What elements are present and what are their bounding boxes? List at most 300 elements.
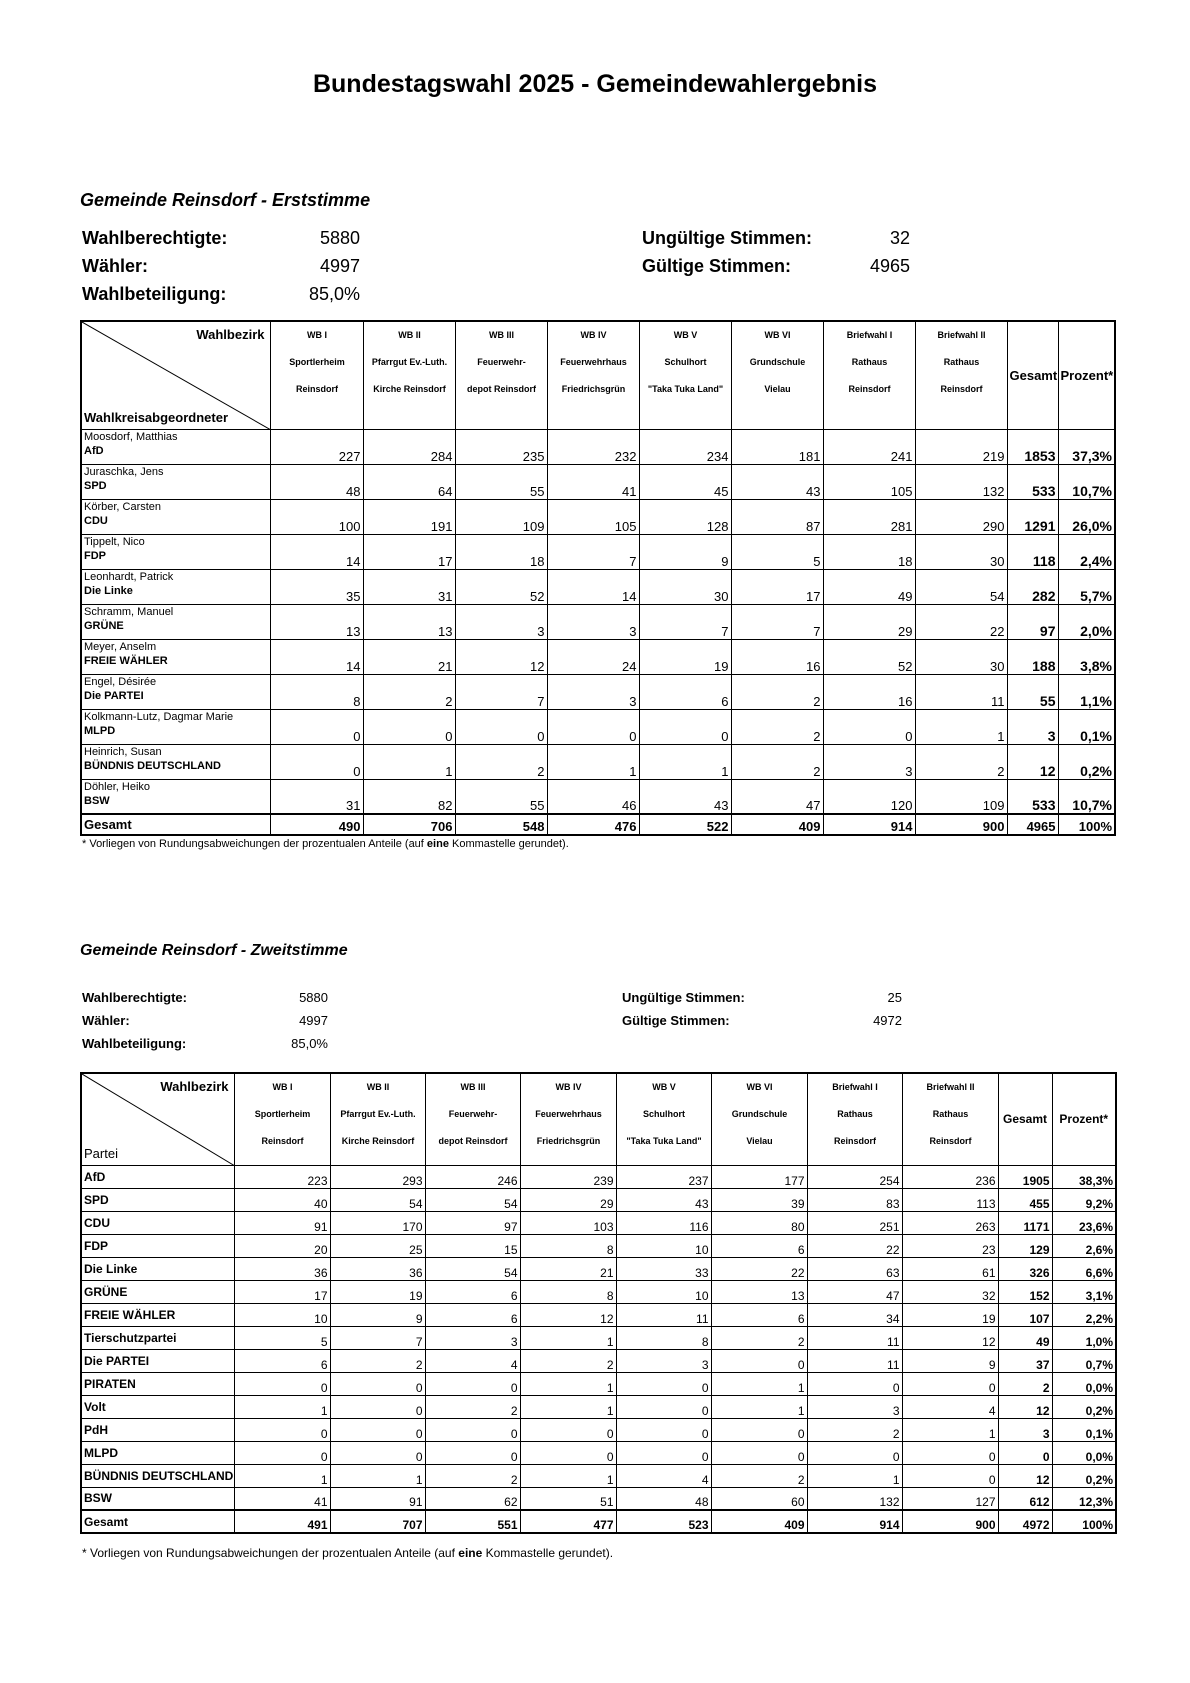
total-row [81,1510,1116,1533]
district-header-line: Feuerwehr- [477,357,526,367]
vote-count: 191 [363,499,455,534]
district-header-line: Grundschule [749,357,806,367]
candidate-cell [81,639,270,674]
district-header [639,321,731,429]
district-total: 548 [455,814,547,835]
vote-count: 80 [711,1211,807,1234]
district-header [731,321,823,429]
district-header [915,321,1007,429]
waehler-label: Wähler: [82,256,149,276]
district-header [823,321,915,429]
vote-count: 1 [520,1464,616,1487]
vote-count: 103 [520,1211,616,1234]
vote-count: 239 [520,1165,616,1188]
vote-count: 11 [807,1349,902,1372]
vote-count: 0 [234,1441,330,1464]
row-percent: 37,3% [1058,429,1115,464]
district-header-line: WB III [460,1082,486,1092]
district-total: 490 [270,814,363,835]
vote-count: 33 [616,1257,711,1280]
table-row [81,499,1115,534]
table-row [81,464,1115,499]
vote-count: 9 [330,1303,425,1326]
erststimme-footnote: * Vorliegen von Rundungsabweichungen der prozentualen Anteile (auf eine Kommastelle gerundet). [82,838,569,850]
table-row [81,604,1115,639]
row-percent: 0,0% [1052,1441,1116,1464]
vote-count: 48 [616,1487,711,1510]
district-header-line: Kirche Reinsdorf [341,1136,415,1146]
vote-count: 21 [363,639,455,674]
district-header-line: WB I [307,330,327,340]
vote-count: 177 [711,1165,807,1188]
vote-count: 0 [616,1372,711,1395]
zweitstimme-section [80,942,348,960]
district-header [234,1073,330,1165]
row-total: 612 [998,1487,1052,1510]
vote-count: 41 [234,1487,330,1510]
row-percent: 3,1% [1052,1280,1116,1303]
vote-count: 87 [731,499,823,534]
vote-count: 14 [270,534,363,569]
waehler-label: Wähler: [82,1013,130,1028]
vote-count: 0 [520,1441,616,1464]
district-header [363,321,455,429]
district-header [425,1073,520,1165]
wahlbeteiligung-value: 85,0% [308,284,360,304]
district-total: 900 [902,1510,998,1533]
total-label: Gesamt [81,814,270,835]
candidate-cell [81,744,270,779]
party-name: FREIE WÄHLER [81,1303,234,1326]
district-header-line: WB VI [764,330,791,340]
vote-count: 0 [547,709,639,744]
gueltige-stimmen-label: Gültige Stimmen: [622,1013,730,1028]
row-total: 533 [1007,779,1058,814]
erststimme-corner-cell [81,321,270,429]
vote-count: 10 [616,1280,711,1303]
vote-count: 1 [520,1326,616,1349]
party-name: PdH [81,1418,234,1441]
party-name: Die Linke [84,584,133,597]
row-percent: 23,6% [1052,1211,1116,1234]
vote-count: 43 [616,1188,711,1211]
zweitstimme-title: Gemeinde Reinsdorf - Zweitstimme [80,942,348,959]
vote-count: 5 [731,534,823,569]
vote-count: 3 [425,1326,520,1349]
vote-count: 109 [455,499,547,534]
table-row [81,1257,1116,1280]
vote-count: 2 [807,1418,902,1441]
vote-count: 29 [520,1188,616,1211]
table-row [81,1487,1116,1510]
district-header-line: WB VI [746,1082,773,1092]
district-header-line: Feuerwehr- [448,1109,498,1119]
total-header: Gesamt [1007,321,1058,429]
corner-wahlkreisabgeordneter: Wahlkreisabgeordneter [84,409,229,425]
vote-count: 30 [639,569,731,604]
vote-count: 1 [639,744,731,779]
table-row [81,1303,1116,1326]
page-title: Bundestagswahl 2025 - Gemeindewahlergebnis [312,70,878,98]
vote-count: 35 [270,569,363,604]
vote-count: 6 [425,1280,520,1303]
row-percent: 38,3% [1052,1165,1116,1188]
vote-count: 47 [807,1280,902,1303]
vote-count: 30 [915,639,1007,674]
row-percent: 1,0% [1052,1326,1116,1349]
table-row [81,1211,1116,1234]
district-header-line: Reinsdorf [295,384,338,394]
vote-count: 21 [520,1257,616,1280]
vote-count: 263 [902,1211,998,1234]
vote-count: 1 [547,744,639,779]
corner-wahlbezirk: Wahlbezirk [160,1079,229,1094]
row-percent: 10,7% [1058,464,1115,499]
district-total: 900 [915,814,1007,835]
vote-count: 97 [425,1211,520,1234]
vote-count: 3 [547,604,639,639]
district-header-line: Reinsdorf [261,1136,304,1146]
vote-count: 109 [915,779,1007,814]
vote-count: 170 [330,1211,425,1234]
vote-count: 232 [547,429,639,464]
vote-count: 0 [330,1395,425,1418]
district-header-line: Vielau [764,384,791,394]
erststimme-section [80,190,370,211]
district-header-line: Vielau [746,1136,773,1146]
row-percent: 9,2% [1052,1188,1116,1211]
vote-count: 120 [823,779,915,814]
row-total: 3 [1007,709,1058,744]
vote-count: 227 [270,429,363,464]
district-total: 914 [807,1510,902,1533]
district-header-line: Pfarrgut Ev.-Luth. [340,1109,416,1119]
vote-count: 54 [425,1257,520,1280]
candidate-name: Meyer, Anselm [84,640,157,653]
vote-count: 61 [902,1257,998,1280]
grand-percent: 100% [1058,814,1115,835]
district-header-line: Friedrichsgrün [561,384,626,394]
vote-count: 41 [547,464,639,499]
row-percent: 2,6% [1052,1234,1116,1257]
candidate-name: Kolkmann-Lutz, Dagmar Marie [84,710,234,723]
vote-count: 52 [823,639,915,674]
vote-count: 10 [234,1303,330,1326]
district-total: 409 [711,1510,807,1533]
vote-count: 14 [547,569,639,604]
vote-count: 25 [330,1234,425,1257]
vote-count: 2 [455,744,547,779]
vote-count: 0 [902,1464,998,1487]
row-percent: 3,8% [1058,639,1115,674]
party-name: FREIE WÄHLER [84,654,168,667]
vote-count: 0 [711,1441,807,1464]
row-total: 1171 [998,1211,1052,1234]
district-header [330,1073,425,1165]
row-percent: 2,0% [1058,604,1115,639]
vote-count: 235 [455,429,547,464]
vote-count: 12 [520,1303,616,1326]
vote-count: 30 [915,534,1007,569]
vote-count: 241 [823,429,915,464]
vote-count: 2 [915,744,1007,779]
row-total: 12 [998,1395,1052,1418]
vote-count: 15 [425,1234,520,1257]
party-name: GRÜNE [84,619,124,632]
table-row [81,1349,1116,1372]
erststimme-table [80,320,1116,836]
vote-count: 32 [902,1280,998,1303]
percent-header: Prozent* [1052,1073,1116,1165]
vote-count: 290 [915,499,1007,534]
candidate-name: Döhler, Heiko [84,780,151,793]
vote-count: 1 [330,1464,425,1487]
party-name: Die PARTEI [81,1349,234,1372]
vote-count: 51 [520,1487,616,1510]
row-total: 97 [1007,604,1058,639]
vote-count: 234 [639,429,731,464]
wahlberechtigte-value: 5880 [299,990,328,1005]
vote-count: 19 [330,1280,425,1303]
party-name: PIRATEN [81,1372,234,1395]
vote-count: 0 [234,1372,330,1395]
vote-count: 36 [330,1257,425,1280]
row-total: 129 [998,1234,1052,1257]
table-row [81,1418,1116,1441]
zweitstimme-header-row [81,1073,1116,1165]
vote-count: 55 [455,779,547,814]
table-row [81,1280,1116,1303]
vote-count: 9 [902,1349,998,1372]
vote-count: 0 [425,1418,520,1441]
vote-count: 132 [807,1487,902,1510]
vote-count: 2 [731,744,823,779]
vote-count: 0 [234,1418,330,1441]
ungueltige-stimmen-label: Ungültige Stimmen: [622,990,745,1005]
vote-count: 3 [616,1349,711,1372]
vote-count: 54 [330,1188,425,1211]
vote-count: 63 [807,1257,902,1280]
vote-count: 251 [807,1211,902,1234]
wahlbeteiligung-value: 85,0% [291,1036,328,1051]
ungueltige-stimmen-label: Ungültige Stimmen: [642,228,812,248]
table-row [81,779,1115,814]
vote-count: 4 [902,1395,998,1418]
vote-count: 17 [234,1280,330,1303]
district-header-line: WB I [272,1082,293,1092]
vote-count: 13 [711,1280,807,1303]
party-name: AfD [84,444,104,457]
candidate-cell [81,534,270,569]
table-row [81,1395,1116,1418]
vote-count: 132 [915,464,1007,499]
district-header-line: WB II [398,330,421,340]
erststimme-title: Gemeinde Reinsdorf - Erststimme [80,190,371,210]
district-header-line: Reinsdorf [848,384,891,394]
vote-count: 48 [270,464,363,499]
row-total: 1853 [1007,429,1058,464]
row-total: 282 [1007,569,1058,604]
gueltige-stimmen-label: Gültige Stimmen: [642,256,792,276]
party-name: AfD [81,1165,234,1188]
row-percent: 26,0% [1058,499,1115,534]
gueltige-stimmen-value: 4972 [873,1013,902,1028]
vote-count: 29 [823,604,915,639]
table-row [81,709,1115,744]
vote-count: 0 [330,1418,425,1441]
district-header-line: Pfarrgut Ev.-Luth. [371,357,448,367]
row-total: 49 [998,1326,1052,1349]
district-header-line: Briefwahl I [846,330,893,340]
vote-count: 0 [807,1441,902,1464]
row-percent: 5,7% [1058,569,1115,604]
row-total: 533 [1007,464,1058,499]
vote-count: 237 [616,1165,711,1188]
vote-count: 0 [902,1372,998,1395]
vote-count: 3 [547,674,639,709]
vote-count: 3 [823,744,915,779]
vote-count: 54 [915,569,1007,604]
vote-count: 8 [270,674,363,709]
district-total: 914 [823,814,915,835]
table-row [81,429,1115,464]
party-name: BSW [84,794,110,807]
district-total: 409 [731,814,823,835]
vote-count: 105 [823,464,915,499]
district-header-line: Schulhort [664,357,707,367]
vote-count: 22 [915,604,1007,639]
vote-count: 236 [902,1165,998,1188]
district-header-line: Reinsdorf [929,1136,972,1146]
vote-count: 7 [330,1326,425,1349]
vote-count: 20 [234,1234,330,1257]
district-total: 707 [330,1510,425,1533]
vote-count: 219 [915,429,1007,464]
vote-count: 0 [807,1372,902,1395]
candidate-name: Engel, Désirée [84,675,157,688]
vote-count: 2 [425,1464,520,1487]
district-header-line: Sportlerheim [289,357,345,367]
vote-count: 246 [425,1165,520,1188]
vote-count: 0 [363,709,455,744]
row-total: 1291 [1007,499,1058,534]
vote-count: 4 [425,1349,520,1372]
candidate-cell [81,709,270,744]
grand-total: 4965 [1007,814,1058,835]
vote-count: 0 [616,1395,711,1418]
table-row [81,1441,1116,1464]
district-header [455,321,547,429]
party-name: BÜNDNIS DEUTSCHLAND [81,1464,234,1487]
district-header-line: WB III [489,330,514,340]
table-row [81,744,1115,779]
district-header-line: Reinsdorf [940,384,983,394]
vote-count: 83 [807,1188,902,1211]
candidate-cell [81,779,270,814]
grand-percent: 100% [1052,1510,1116,1533]
row-percent: 0,2% [1052,1464,1116,1487]
corner-partei: Partei [84,1145,118,1161]
vote-count: 5 [234,1326,330,1349]
vote-count: 49 [823,569,915,604]
vote-count: 0 [639,709,731,744]
table-row [81,1464,1116,1487]
district-header-line: WB IV [580,330,607,340]
vote-count: 2 [425,1395,520,1418]
district-header-line: Feuerwehrhaus [560,357,627,367]
wahlberechtigte-label: Wahlberechtigte: [82,990,187,1005]
wahlbeteiligung-label: Wahlbeteiligung: [82,284,227,304]
district-header-line: WB V [673,330,698,340]
row-total: 12 [1007,744,1058,779]
table-row [81,674,1115,709]
vote-count: 55 [455,464,547,499]
vote-count: 43 [639,779,731,814]
party-name: FDP [81,1234,234,1257]
district-total: 476 [547,814,639,835]
district-header [902,1073,998,1165]
vote-count: 6 [639,674,731,709]
district-header [711,1073,807,1165]
district-header-line: Briefwahl II [926,1082,975,1092]
table-row [81,534,1115,569]
zweitstimme-table [80,1072,1117,1534]
district-header-line: "Taka Tuka Land" [626,1136,702,1146]
row-percent: 2,2% [1052,1303,1116,1326]
table-row [81,1372,1116,1395]
zweitstimme-corner-cell [81,1073,234,1165]
vote-count: 1 [915,709,1007,744]
vote-count: 7 [731,604,823,639]
row-percent: 6,6% [1052,1257,1116,1280]
vote-count: 0 [711,1418,807,1441]
vote-count: 105 [547,499,639,534]
vote-count: 0 [902,1441,998,1464]
vote-count: 60 [711,1487,807,1510]
vote-count: 13 [363,604,455,639]
vote-count: 36 [234,1257,330,1280]
vote-count: 7 [639,604,731,639]
row-total: 118 [1007,534,1058,569]
district-header-line: Rathaus [932,1109,969,1119]
vote-count: 2 [363,674,455,709]
wahlbeteiligung-label: Wahlbeteiligung: [82,1036,187,1051]
vote-count: 100 [270,499,363,534]
vote-count: 0 [270,744,363,779]
vote-count: 52 [455,569,547,604]
row-percent: 10,7% [1058,779,1115,814]
vote-count: 82 [363,779,455,814]
vote-count: 281 [823,499,915,534]
waehler-value: 4997 [299,1013,328,1028]
row-total: 188 [1007,639,1058,674]
vote-count: 22 [711,1257,807,1280]
district-header [807,1073,902,1165]
corner-wahlbezirk: Wahlbezirk [196,327,265,342]
vote-count: 1 [234,1464,330,1487]
vote-count: 16 [731,639,823,674]
vote-count: 284 [363,429,455,464]
candidate-name: Moosdorf, Matthias [84,430,178,443]
vote-count: 47 [731,779,823,814]
party-name: MLPD [84,724,116,737]
vote-count: 7 [455,674,547,709]
vote-count: 31 [270,779,363,814]
vote-count: 2 [731,674,823,709]
vote-count: 39 [711,1188,807,1211]
vote-count: 1 [234,1395,330,1418]
district-header [616,1073,711,1165]
